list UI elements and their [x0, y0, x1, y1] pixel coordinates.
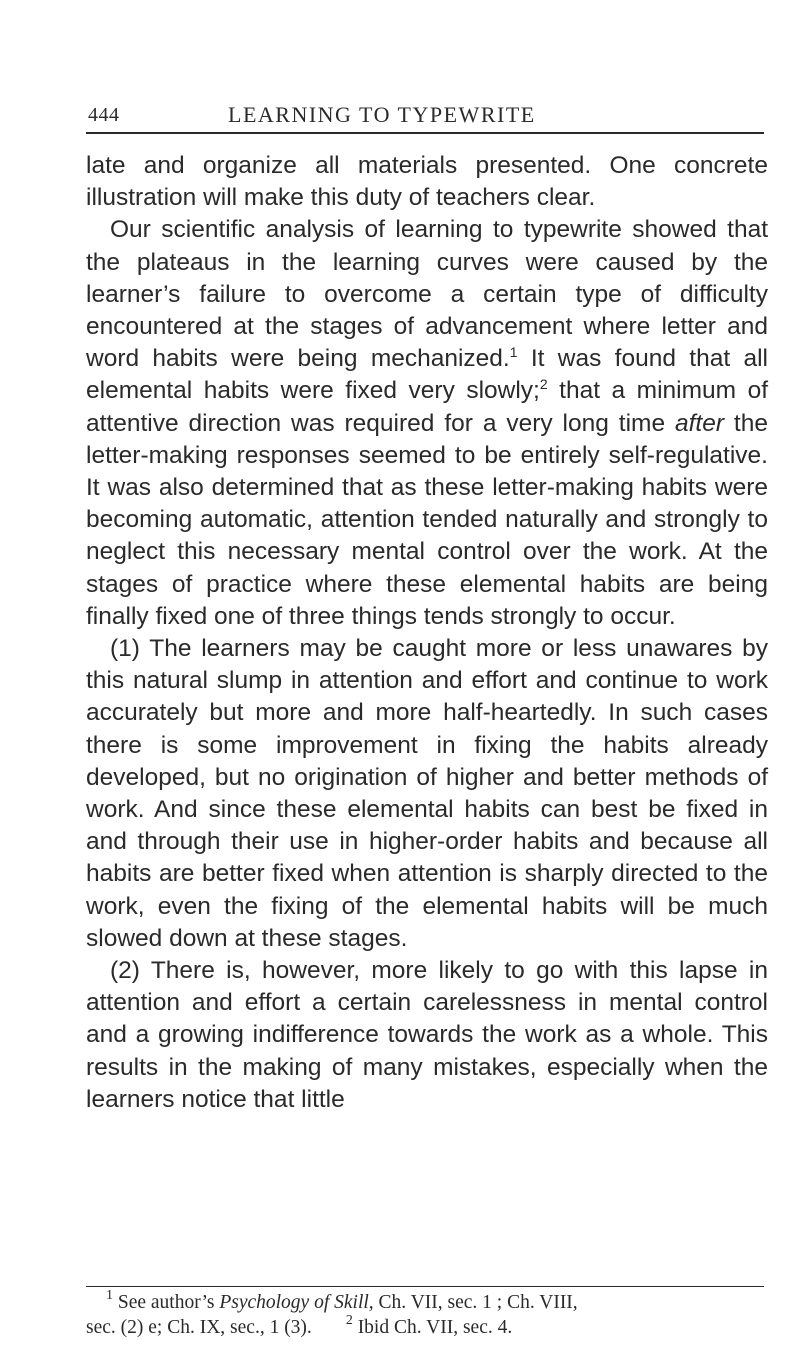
footnote-mark-1: 1: [106, 1288, 113, 1303]
paragraph-3: (1) The learners may be caught more or less unawares by this natural slump in attention and effort and continue to work accurately but more and more half-heartedly. In such cases there is some improvement in fixing the habits already developed, but no origination of higher and better methods of work. And since these elemental habits can best be fixed in and through their use in higher-order habits and because all habits are better fixed when attention is sharply directed to the work, even the fixing of the elemental habits will be much slowed down at these stages.: [86, 635, 768, 952]
page-number: 444: [88, 104, 120, 126]
footnote-1-continuation: [86, 1315, 764, 1340]
page-header: [86, 96, 764, 136]
paragraph-2-text-c: that a minimum of attentive direction was required for a very long time: [86, 377, 768, 437]
paragraph-2: [86, 214, 768, 633]
paragraph-4: (2) There is, however, more likely to go with this lapse in attention and effort a certain carelessness in mental control and a growing indifference towards the work as a whole. This results in the making of many mistakes, especially when the learners notice that little: [86, 957, 768, 1113]
footnotes: [86, 1290, 764, 1340]
footnote-2: Ibid Ch. VII, sec. 4.: [357, 1317, 513, 1338]
footnote-rule: [86, 1286, 764, 1287]
paragraph-2-text-d: the letter-making responses seemed to be entirely self-regulative. It was also determined that as these letter-making habits were becoming automatic, attention tended naturally and strongly to neglect this necessary mental control over the work. At the stages of practice where these elemental habits are being finally fixed one of three things tends strongly to occur.: [86, 409, 768, 630]
footnote-ref-1: 1: [509, 344, 518, 361]
header-rule: [86, 132, 764, 134]
footnote-mark-2: 2: [345, 1313, 353, 1328]
body-text: [86, 150, 768, 1116]
emphasis-after: after: [674, 409, 725, 437]
paragraph-2-text-a: Our scientific analysis of learning to typewrite showed that the plateaus in the learning curves were caused by the learner’s failure to overcome a certain type of difficulty encountered at the stages of advancement where letter and word habits were being mechanized.: [86, 216, 768, 373]
footnote-1-title: Psychology of Skill,: [219, 1292, 374, 1313]
running-head: LEARNING TO TYPEWRITE: [228, 102, 536, 127]
footnote-1: [86, 1290, 764, 1315]
footnote-1-cont: sec. (2) e; Ch. IX, sec., 1 (3).: [86, 1317, 312, 1338]
footnote-1-pre: See author’s: [117, 1292, 220, 1313]
footnote-1-post: Ch. VII, sec. 1 ; Ch. VIII,: [373, 1292, 578, 1313]
paragraph-1: late and organize all materials presented. One concrete illustration will make this duty of teachers clear.: [86, 152, 768, 212]
paragraph-2-text-b: It was found that all elemental habits were fixed very slowly;: [86, 345, 769, 405]
footnote-ref-2: 2: [539, 376, 548, 393]
